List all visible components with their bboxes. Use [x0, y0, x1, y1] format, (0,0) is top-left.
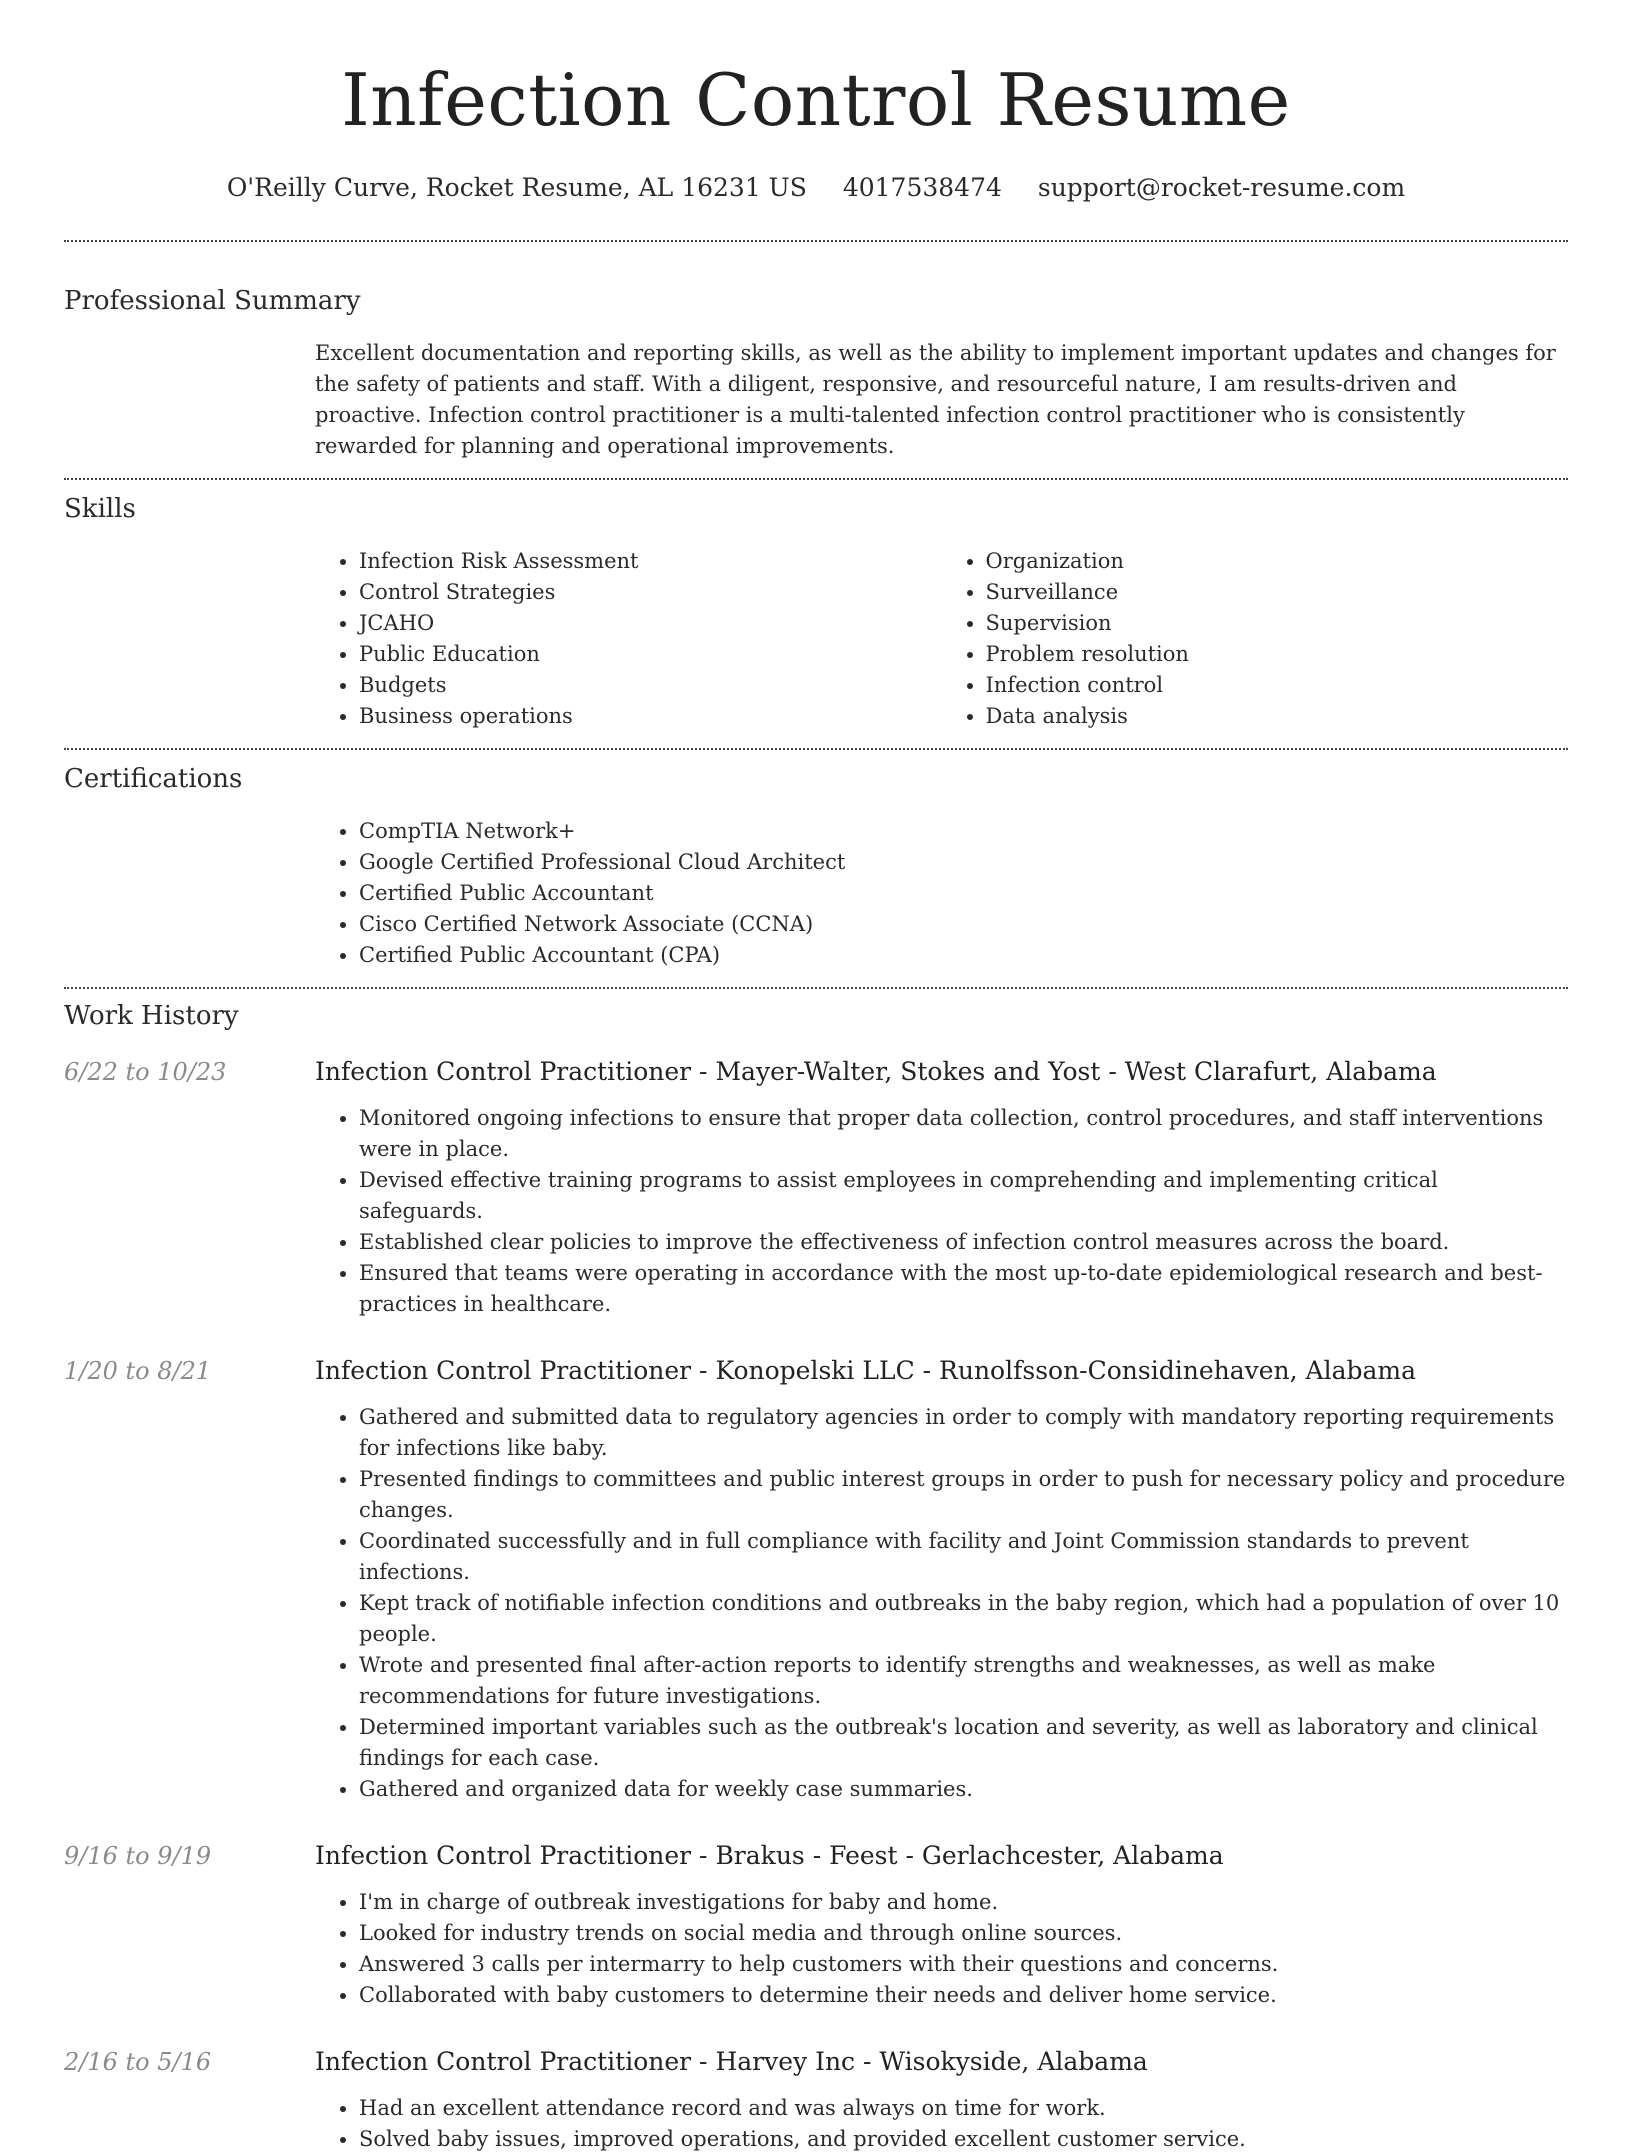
job-entry — [64, 1839, 1568, 2011]
contact-phone: 4017538474 — [842, 173, 1002, 202]
job-bullets — [315, 1402, 1568, 1805]
job-bullet: • I'm in charge of outbreak investigations for baby and home. — [359, 1887, 1568, 1918]
certification-item: • CompTIA Network+ — [359, 816, 1568, 847]
skill-item: • Surveillance — [986, 577, 1569, 608]
job-dates: 9/16 to 9/19 — [64, 1842, 212, 1870]
job-bullet: • Collaborated with baby customers to determine their needs and deliver home service. — [359, 1980, 1568, 2011]
job-bullet: • Presented findings to committees and public interest groups in order to push for necessary policy and procedure changes. — [359, 1464, 1568, 1526]
job-dates: 6/22 to 10/23 — [64, 1058, 227, 1086]
job-bullet: • Determined important variables such as the outbreak's location and severity, as well as laboratory and clinical findings for each case. — [359, 1712, 1568, 1774]
skills-list-left — [315, 546, 942, 732]
job-bullet: • Wrote and presented final after-action reports to identify strengths and weaknesses, as well as make recommendations for future investigations. — [359, 1650, 1568, 1712]
certifications-list — [315, 816, 1568, 971]
section-title-certifications: Certifications — [64, 764, 243, 794]
job-bullet: • Gathered and organized data for weekly case summaries. — [359, 1774, 1568, 1805]
job-heading: Infection Control Practitioner - Brakus - Feest - Gerlachcester, Alabama — [315, 1841, 1224, 1870]
job-bullets — [315, 1887, 1568, 2011]
skill-item: • Problem resolution — [986, 639, 1569, 670]
section-divider — [64, 478, 1568, 480]
skill-item: • Business operations — [359, 701, 942, 732]
job-bullet: • Ensured that teams were operating in accordance with the most up-to-date epidemiological research and best-practices in healthcare. — [359, 1258, 1568, 1320]
section-title-skills: Skills — [64, 494, 136, 524]
job-bullet: • Solved baby issues, improved operations, and provided excellent customer service. — [359, 2124, 1568, 2155]
skill-item: • JCAHO — [359, 608, 942, 639]
certification-item: • Cisco Certified Network Associate (CCNA) — [359, 909, 1568, 940]
certification-item: • Certified Public Accountant — [359, 878, 1568, 909]
section-title-summary: Professional Summary — [64, 286, 361, 316]
job-bullet: • Answered 3 calls per intermarry to help customers with their questions and concerns. — [359, 1949, 1568, 1980]
skill-item: • Control Strategies — [359, 577, 942, 608]
summary-text: Excellent documentation and reporting skills, as well as the ability to implement important updates and changes for the safety of patients and staff. With a diligent, responsive, and resourceful nature, I am results-driven and proactive. Infection control practitioner is a multi-talented infection control practitioner who is consistently rewarded for planning and operational improvements. — [315, 341, 1556, 458]
job-details — [315, 2045, 1568, 2155]
job-heading: Infection Control Practitioner - Konopelski LLC - Runolfsson-Considinehaven, Alabama — [315, 1356, 1417, 1385]
skill-item: • Public Education — [359, 639, 942, 670]
job-dates: 1/20 to 8/21 — [64, 1357, 212, 1385]
certification-item: • Certified Public Accountant (CPA) — [359, 940, 1568, 971]
skill-item: • Data analysis — [986, 701, 1569, 732]
job-bullet: • Devised effective training programs to assist employees in comprehending and implementing critical safeguards. — [359, 1165, 1568, 1227]
skill-item: • Supervision — [986, 608, 1569, 639]
job-bullet: • Coordinated successfully and in full compliance with facility and Joint Commission standards to prevent infections. — [359, 1526, 1568, 1588]
job-details — [315, 1055, 1568, 1320]
skills-list-right — [942, 546, 1569, 732]
job-heading: Infection Control Practitioner - Mayer-Walter, Stokes and Yost - West Clarafurt, Alabama — [315, 1057, 1437, 1086]
skill-item: • Budgets — [359, 670, 942, 701]
section-divider — [64, 240, 1568, 242]
section-divider — [64, 987, 1568, 989]
skill-item: • Infection control — [986, 670, 1569, 701]
contact-line — [64, 172, 1568, 204]
job-entry — [64, 1055, 1568, 1320]
job-heading: Infection Control Practitioner - Harvey Inc - Wisokyside, Alabama — [315, 2047, 1148, 2076]
job-dates: 2/16 to 5/16 — [64, 2048, 212, 2076]
job-bullet: • Gathered and submitted data to regulatory agencies in order to comply with mandatory reporting requirements for infections like baby. — [359, 1402, 1568, 1464]
resume-title: Infection Control Resume — [341, 58, 1291, 142]
job-details — [315, 1354, 1568, 1805]
job-bullet: • Had an excellent attendance record and was always on time for work. — [359, 2093, 1568, 2124]
job-bullet: • Looked for industry trends on social media and through online sources. — [359, 1918, 1568, 1949]
section-divider — [64, 748, 1568, 750]
job-bullets — [315, 2093, 1568, 2155]
section-title-work-history: Work History — [64, 1001, 239, 1031]
job-entry — [64, 1354, 1568, 1805]
job-bullet: • Established clear policies to improve the effectiveness of infection control measures across the board. — [359, 1227, 1568, 1258]
job-bullets — [315, 1103, 1568, 1320]
job-details — [315, 1839, 1568, 2011]
skill-item: • Organization — [986, 546, 1569, 577]
job-entry — [64, 2045, 1568, 2155]
skill-item: • Infection Risk Assessment — [359, 546, 942, 577]
contact-email: support@rocket-resume.com — [1037, 173, 1406, 202]
contact-address: O'Reilly Curve, Rocket Resume, AL 16231 US — [226, 173, 807, 202]
certification-item: • Google Certified Professional Cloud Architect — [359, 847, 1568, 878]
job-bullet: • Kept track of notifiable infection conditions and outbreaks in the baby region, which had a population of over 10 people. — [359, 1588, 1568, 1650]
job-bullet: • Monitored ongoing infections to ensure that proper data collection, control procedures, and staff interventions were in place. — [359, 1103, 1568, 1165]
skills-grid — [315, 546, 1568, 732]
